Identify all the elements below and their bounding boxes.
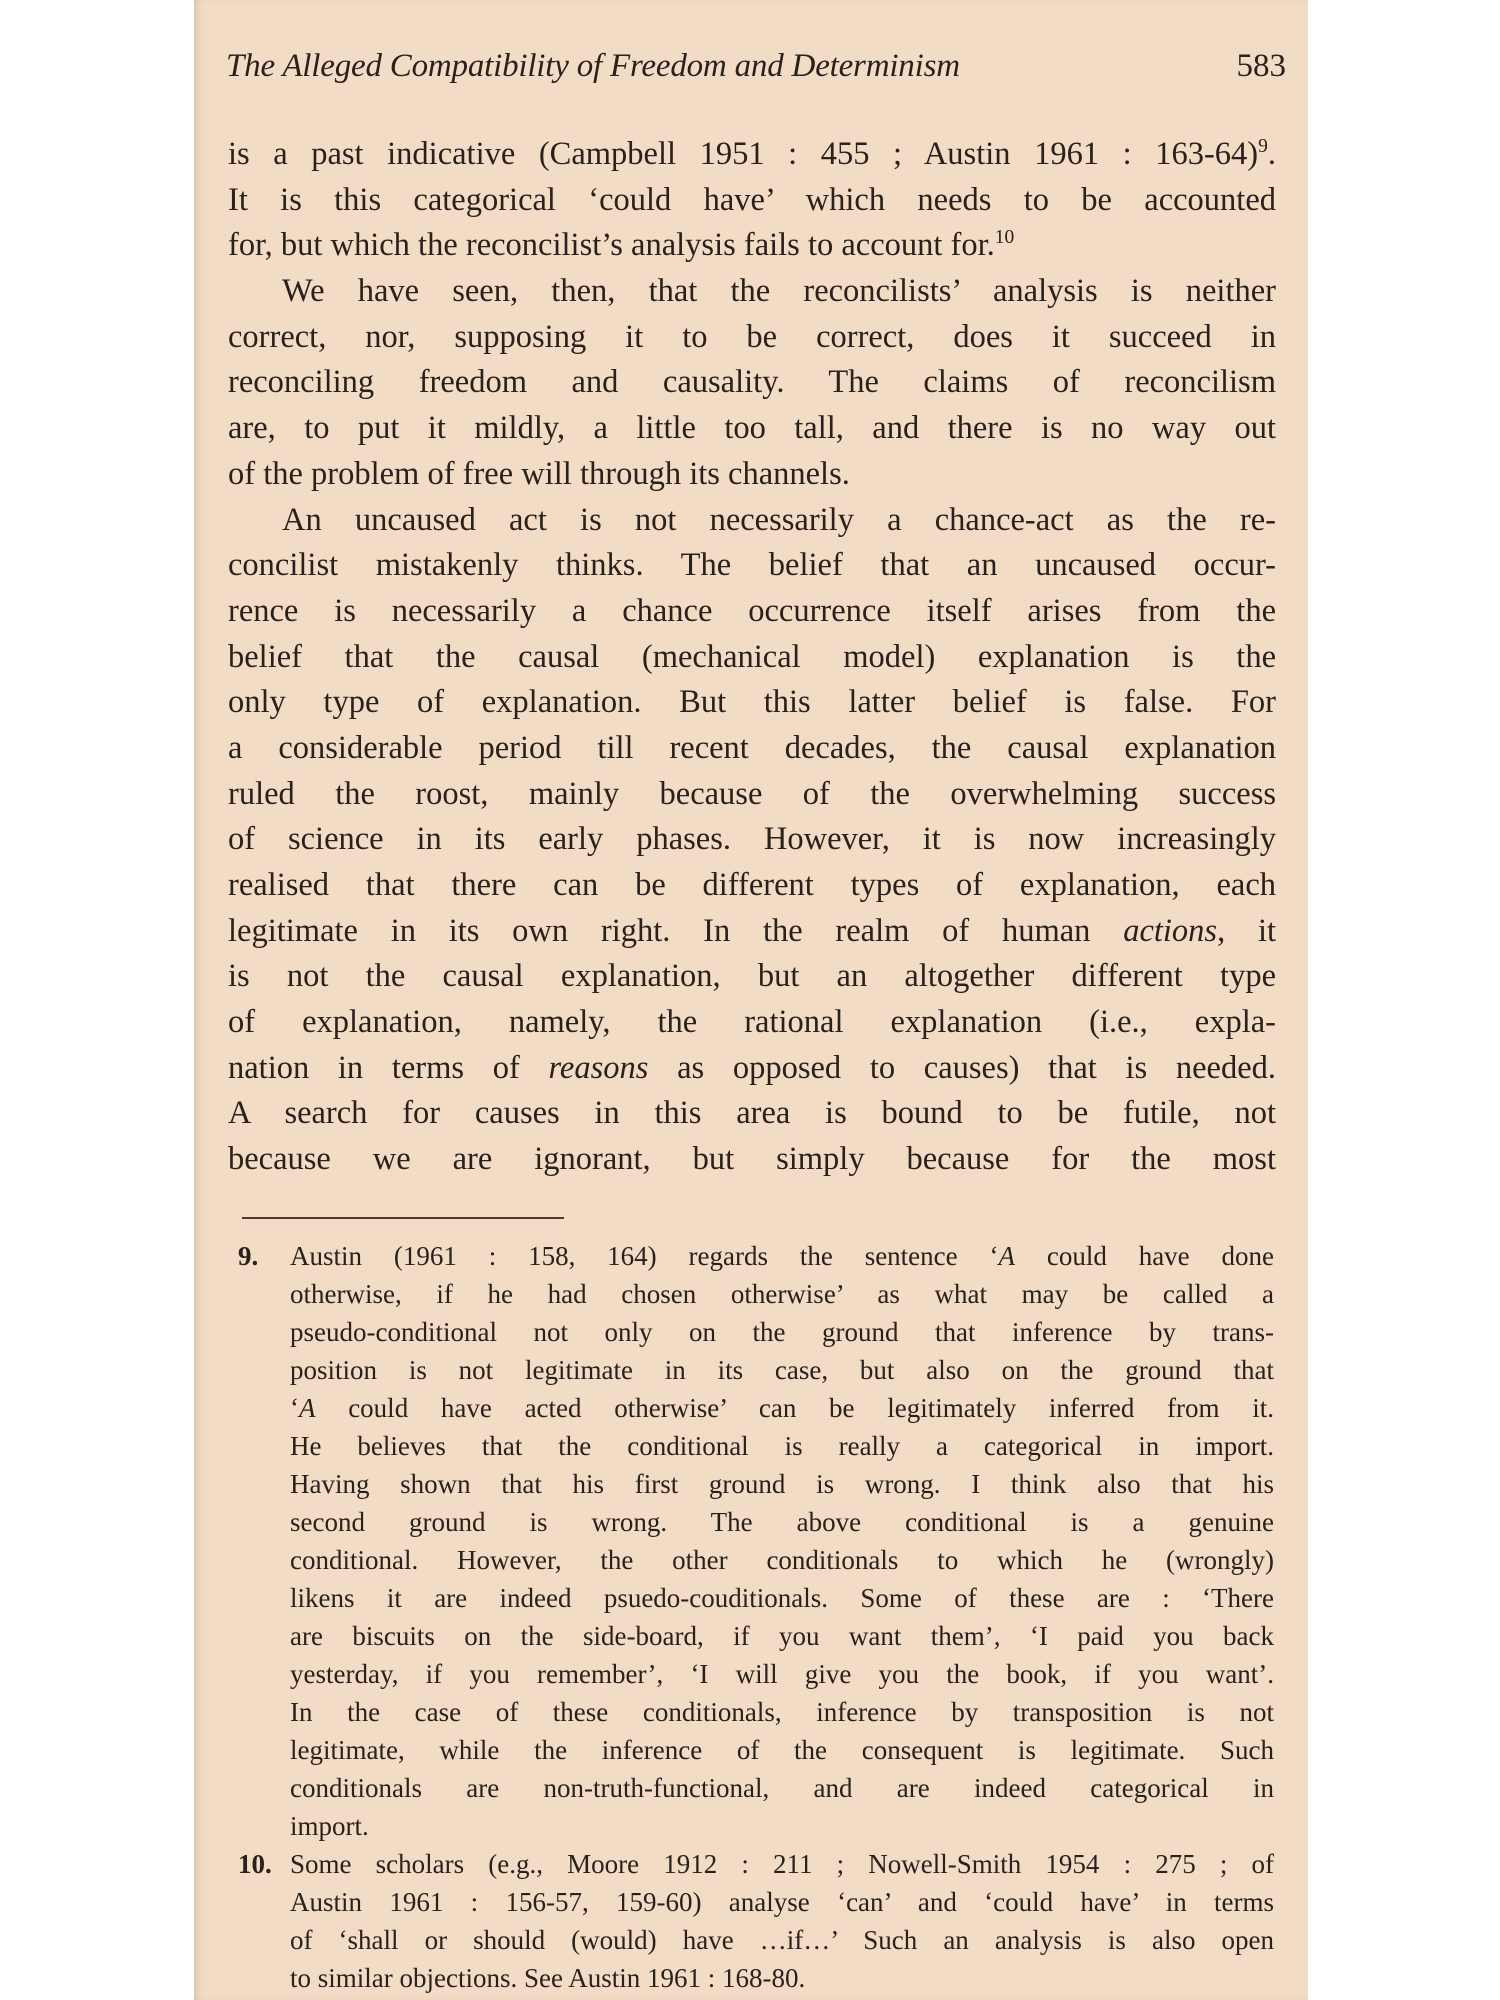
body-line: An uncaused act is not necessarily a chance-act as the re- — [282, 501, 1276, 538]
body-line: concilist mistakenly thinks. The belief that an uncaused occur- — [228, 547, 1276, 584]
footnote-line: Some scholars (e.g., Moore 1912 : 211 ; Nowell-Smith 1954 : 275 ; of — [290, 1849, 1274, 1879]
book-page — [194, 0, 1308, 2000]
body-line: We have seen, then, that the reconcilists’ analysis is neither — [282, 273, 1276, 310]
footnotes — [238, 1237, 1274, 1997]
body-line: is a past indicative (Campbell 1951 : 455 ; Austin 1961 : 163-64)$^9$. — [228, 136, 1276, 172]
body-line: because we are ignorant, but simply because for the most — [228, 1141, 1276, 1178]
body-line: is not the causal explanation, but an altogether different type — [228, 958, 1276, 995]
body-line: for, but which the reconcilist’s analysis fails to account for.$^{10}$ — [228, 227, 1015, 264]
footnote-9 — [238, 1237, 1274, 1845]
body-line: rence is necessarily a chance occurrence itself arises from the — [228, 592, 1276, 629]
footnote-line: He believes that the conditional is really a categorical in import. — [290, 1431, 1274, 1461]
footnote-10 — [238, 1845, 1274, 1997]
body-line: It is this categorical ‘could have’ which needs to be accounted — [228, 181, 1276, 218]
body-line: nation in terms of reasons as opposed to causes) that is needed. — [228, 1049, 1276, 1086]
footnote-line: second ground is wrong. The above conditional is a genuine — [290, 1507, 1274, 1537]
footnote-ref-10[interactable]: 10 — [994, 227, 1015, 249]
body-line: of the problem of free will through its channels. — [228, 455, 850, 492]
running-head — [226, 48, 1286, 92]
footnote-line: are biscuits on the side-board, if you want them’, ‘I paid you back — [290, 1621, 1274, 1651]
running-title: The Alleged Compatibility of Freedom and Determinism — [226, 48, 960, 84]
footnote-ref-9[interactable]: 9 — [1258, 136, 1268, 158]
footnote-line: position is not legitimate in its case, but also on the ground that — [290, 1355, 1274, 1385]
body-line: legitimate in its own right. In the realm of human actions, it — [228, 912, 1277, 949]
body-line: ruled the roost, mainly because of the overwhelming success — [228, 775, 1276, 812]
footnote-line: of ‘shall or should (would) have …if…’ Such an analysis is also open — [290, 1925, 1274, 1955]
body-line: correct, nor, supposing it to be correct, does it succeed in — [228, 318, 1276, 355]
footnote-line: yesterday, if you remember’, ‘I will give you the book, if you want’. — [290, 1659, 1274, 1689]
page-number: 583 — [1236, 48, 1286, 84]
footnote-line: Having shown that his first ground is wrong. I think also that his — [290, 1469, 1274, 1499]
footnote-line: otherwise, if he had chosen otherwise’ as what may be called a — [290, 1279, 1274, 1309]
footnote-line: ‘A could have acted otherwise’ can be legitimately inferred from it. — [290, 1393, 1274, 1423]
body-text — [228, 132, 1276, 1183]
footnote-line: likens it are indeed psuedo-couditionals. Some of these are : ‘There — [290, 1583, 1274, 1613]
footnote-number: 10. — [238, 1849, 272, 1879]
body-line: of explanation, namely, the rational explanation (i.e., expla- — [228, 1004, 1276, 1041]
body-line: belief that the causal (mechanical model) explanation is the — [228, 638, 1276, 675]
footnote-rule — [242, 1217, 564, 1219]
footnote-line: In the case of these conditionals, inference by transposition is not — [290, 1697, 1274, 1727]
body-line: realised that there can be different types of explanation, each — [228, 867, 1276, 903]
body-line: are, to put it mildly, a little too tall, and there is no way out — [228, 410, 1276, 447]
body-line: of science in its early phases. However, it is now increasingly — [228, 821, 1276, 858]
footnote-line: conditionals are non-truth-functional, and are indeed categorical in — [290, 1773, 1274, 1803]
body-line: a considerable period till recent decades, the causal explanation — [228, 729, 1276, 766]
body-line: reconciling freedom and causality. The claims of reconcilism — [228, 364, 1276, 401]
body-line: only type of explanation. But this latter belief is false. For — [228, 684, 1276, 721]
footnote-line: import. — [290, 1811, 369, 1841]
footnote-line: legitimate, while the inference of the consequent is legitimate. Such — [290, 1735, 1274, 1765]
footnote-line: Austin (1961 : 158, 164) regards the sentence ‘A could have done — [290, 1241, 1275, 1271]
emphasis-actions: actions — [1123, 912, 1218, 949]
footnote-line: to similar objections. See Austin 1961 : 168-80. — [290, 1963, 806, 1993]
footnote-line: Austin 1961 : 156-57, 159-60) analyse ‘can’ and ‘could have’ in terms — [290, 1887, 1274, 1917]
footnote-line: conditional. However, the other conditionals to which he (wrongly) — [290, 1545, 1274, 1575]
footnote-number: 9. — [238, 1241, 259, 1271]
footnote-line: pseudo-conditional not only on the ground that inference by trans- — [290, 1317, 1274, 1347]
body-line: A search for causes in this area is bound to be futile, not — [228, 1095, 1276, 1132]
emphasis-reasons: reasons — [548, 1049, 649, 1086]
